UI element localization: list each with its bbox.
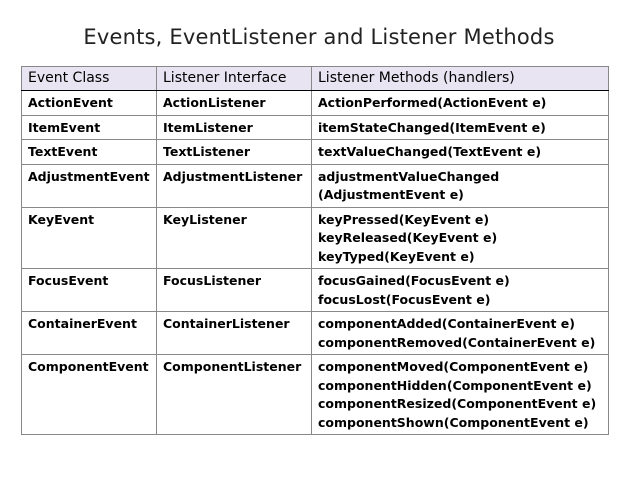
listener-interface-cell: ActionListener [157,91,312,116]
method-signature: componentHidden(ComponentEvent e) [318,377,592,393]
listener-interface-cell: AdjustmentListener [157,164,312,207]
method-signature: componentResized(ComponentEvent e) [318,396,597,411]
listener-interface-cell: ComponentListener [157,355,312,435]
listener-interface-cell: FocusListener [157,269,312,312]
method-signature: keyPressed(KeyEvent e) [318,211,490,227]
listener-methods-cell [312,115,609,140]
method-signature: adjustmentValueChanged [318,168,500,184]
event-class-cell: ContainerEvent [22,312,157,355]
event-class-cell: ComponentEvent [22,355,157,435]
column-header-listener-interface: Listener Interface [157,67,312,91]
method-signature: itemStateChanged(ItemEvent e) [318,119,546,135]
listener-methods-cell [312,164,609,207]
method-signature: componentRemoved(ContainerEvent e) [318,334,596,350]
method-signature: textValueChanged(TextEvent e) [318,144,542,159]
event-class-cell: FocusEvent [22,269,157,312]
method-signature: ActionPerformed(ActionEvent e) [318,95,547,110]
method-signature: componentShown(ComponentEvent e) [318,414,589,430]
table-row [22,140,609,165]
table-row [22,312,609,355]
listener-methods-cell [312,207,609,269]
method-signature: componentAdded(ContainerEvent e) [318,316,575,331]
method-signature: componentMoved(ComponentEvent e) [318,359,589,374]
method-signature: keyTyped(KeyEvent e) [318,248,475,264]
listener-interface-cell: KeyListener [157,207,312,269]
event-class-cell: AdjustmentEvent [22,164,157,207]
table-row [22,91,609,116]
column-header-listener-methods: Listener Methods (handlers) [312,67,609,91]
event-class-cell: ItemEvent [22,115,157,140]
method-signature: (AdjustmentEvent e) [318,187,464,202]
listener-methods-cell [312,140,609,165]
listener-methods-cell [312,355,609,435]
listener-methods-cell [312,91,609,116]
table-row [22,207,609,269]
event-class-cell: ActionEvent [22,91,157,116]
column-header-event-class: Event Class [22,67,157,91]
method-signature: focusLost(FocusEvent e) [318,291,491,307]
page-title: Events, EventListener and Listener Methods [83,25,555,49]
table-row [22,269,609,312]
listener-methods-cell [312,312,609,355]
listener-interface-cell: TextListener [157,140,312,165]
method-signature: keyReleased(KeyEvent e) [318,230,498,245]
table-header-row [22,67,609,91]
table-row [22,164,609,207]
event-class-cell: KeyEvent [22,207,157,269]
table-row [22,355,609,435]
events-table [21,66,609,435]
method-signature: focusGained(FocusEvent e) [318,273,510,288]
listener-interface-cell: ContainerListener [157,312,312,355]
listener-interface-cell: ItemListener [157,115,312,140]
event-class-cell: TextEvent [22,140,157,165]
table-row [22,115,609,140]
listener-methods-cell [312,269,609,312]
